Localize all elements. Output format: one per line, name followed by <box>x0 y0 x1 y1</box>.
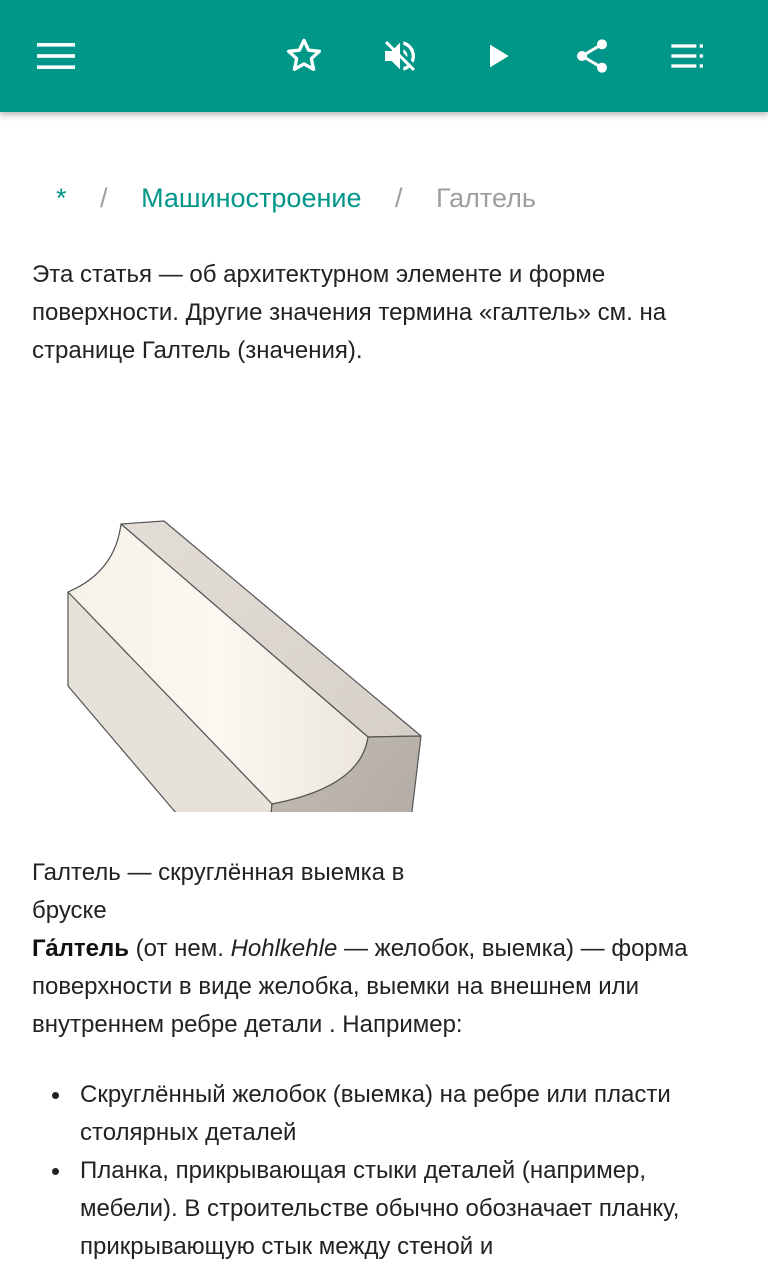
menu-icon <box>37 42 75 70</box>
play-icon <box>482 40 514 72</box>
examples-list <box>32 1076 738 1266</box>
share-icon <box>572 36 612 76</box>
favorite-button[interactable] <box>276 28 332 84</box>
breadcrumb-home-link[interactable]: * <box>56 183 67 213</box>
mute-button[interactable] <box>372 28 428 84</box>
volume-off-icon <box>380 36 420 76</box>
list-item: Планка, прикрывающая стыки деталей (например, мебели). В строительстве обычно обозначает планку, прикрывающую стык между стеной и <box>32 1152 738 1266</box>
menu-button[interactable] <box>28 28 84 84</box>
image-caption: Галтель — скруглённая выемка в бруске <box>32 859 405 924</box>
contents-button[interactable] <box>660 28 716 84</box>
playlist-icon <box>668 36 708 76</box>
play-button[interactable] <box>470 28 526 84</box>
breadcrumb-separator: / <box>394 183 403 213</box>
definition-text-2: — желобок, выемка) — форма поверхности в виде желобка, выемки на внешнем или внутреннем ребре детали . Например: <box>32 935 688 1038</box>
breadcrumb-current: Галтель <box>436 183 536 213</box>
article-intro: Эта статья — об архитектурном элементе и форме поверхности. Другие значения термина «галтель» см. на странице Галтель (значения). <box>32 261 667 364</box>
definition-foreign-term: Hohlkehle <box>230 935 338 962</box>
share-button[interactable] <box>564 28 620 84</box>
article-content <box>0 112 768 1280</box>
list-item: Скруглённый желобок (выемка) на ребре или пласти столярных деталей <box>32 1076 738 1152</box>
star-icon <box>284 36 324 76</box>
fillet-bar-illustration <box>60 402 430 812</box>
article-image[interactable] <box>60 402 430 812</box>
breadcrumb-category-link[interactable]: Машиностроение <box>141 183 362 213</box>
definition-text-1: (от нем. <box>128 935 231 962</box>
app-toolbar <box>0 0 768 112</box>
breadcrumb <box>56 182 536 214</box>
article-definition <box>32 930 742 1044</box>
breadcrumb-separator: / <box>100 183 108 213</box>
definition-term: Га́лтель <box>32 935 129 962</box>
